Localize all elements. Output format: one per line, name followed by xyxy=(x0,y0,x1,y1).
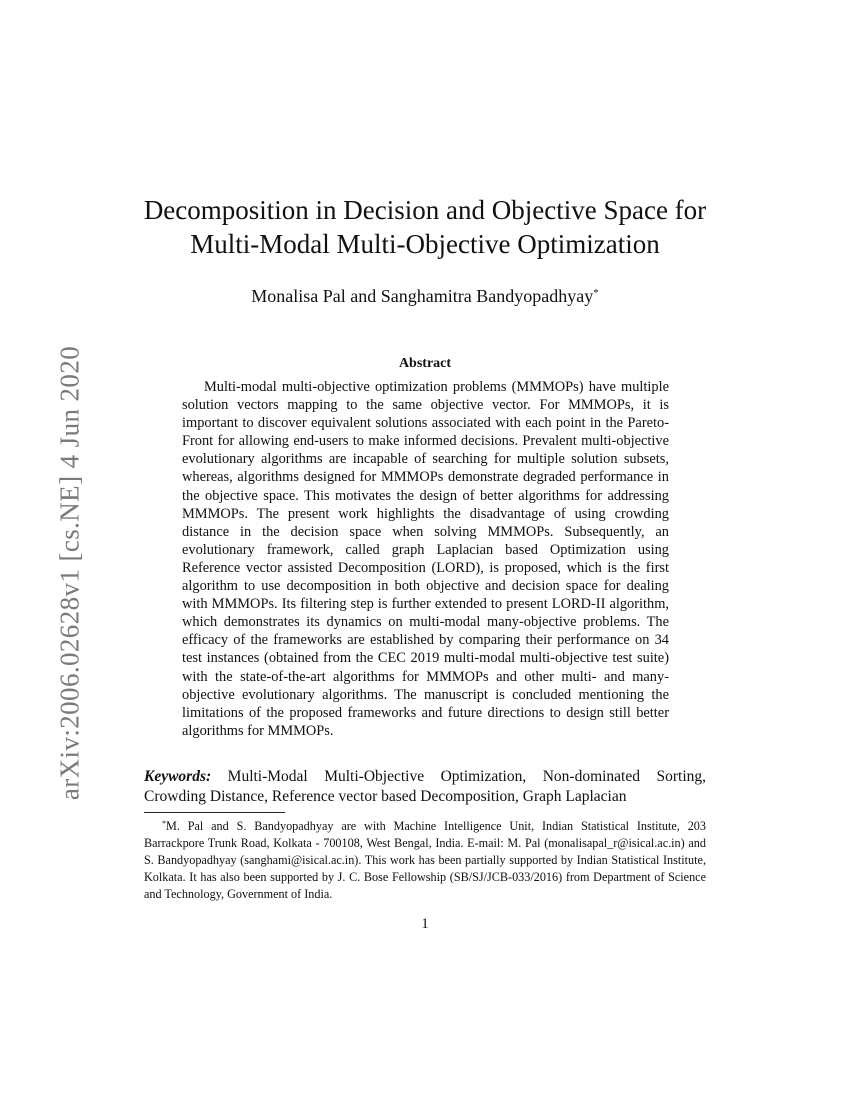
page-number: 1 xyxy=(421,916,429,932)
keywords-text: Multi-Modal Multi-Objective Optimization, Non-dominated Sorting, Crowding Distance, Reference vector based Decomposition, Graph Laplacian xyxy=(144,768,706,805)
keywords-section xyxy=(144,767,706,807)
arxiv-identifier-stamp: arXiv:2006.02628v1 [cs.NE] 4 Jun 2020 xyxy=(54,345,85,801)
footnote-divider xyxy=(144,812,285,813)
author-names: Monalisa Pal and Sanghamitra Bandyopadhyay xyxy=(251,286,594,306)
footnote-mark: * xyxy=(162,819,166,828)
keywords-label: Keywords: xyxy=(144,768,212,785)
affiliation-footnote xyxy=(144,815,706,903)
footnote-text: M. Pal and S. Bandyopadhyay are with Machine Intelligence Unit, Indian Statistical Institute, 203 Barrackpore Trunk Road, Kolkata - 700108, West Bengal, India. E-mail: M. Pal (monalisapal_r@isical.ac.in) and S. Bandyopadhyay (sanghami@isical.ac.in). This work has been partially supported by Indian Statistical Institute, Kolkata. It has also been supported by J. C. Bose Fellowship (SB/SJ/JCB-033/2016) from Department of Science and Technology, Government of India. xyxy=(144,819,706,901)
author-list xyxy=(100,282,750,307)
paper-title xyxy=(100,193,750,261)
author-footnote-mark: * xyxy=(593,287,599,299)
abstract-text: Multi-modal multi-objective optimization problems (MMMOPs) have multiple solution vectors mapping to the same objective vector. For MMMOPs, it is important to discover equivalent solutions associated with each point in the Pareto-Front for allowing end-users to make informed decisions. Prevalent multi-objective evolutionary algorithms are incapable of searching for multiple solution subsets, whereas, algorithms designed for MMMOPs demonstrate degraded performance in the objective space. This motivates the design of better algorithms for addressing MMMOPs. The present work highlights the disadvantage of using crowding distance in the decision space when solving MMMOPs. Subsequently, an evolutionary framework, called graph Laplacian based Optimization using Reference vector assisted Decomposition (LORD), is proposed, which is the first algorithm to use decomposition in both objective and decision space for dealing with MMMOPs. Its filtering step is further extended to present LORD-II algorithm, which demonstrates its dynamics on multi-modal many-objective problems. The efficacy of the frameworks are established by comparing their performance on 34 test instances (obtained from the CEC 2019 multi-modal multi-objective test suite) with the state-of-the-art algorithms for MMMOPs and other multi- and many-objective evolutionary algorithms. The manuscript is concluded mentioning the limitations of the proposed frameworks and future directions to design still better algorithms for MMMOPs. xyxy=(182,379,669,739)
abstract-heading: Abstract xyxy=(398,356,452,371)
paper-title-line-1: Decomposition in Decision and Objective Space for xyxy=(143,195,707,225)
paper-title-line-2: Multi-Modal Multi-Objective Optimization xyxy=(190,229,660,259)
